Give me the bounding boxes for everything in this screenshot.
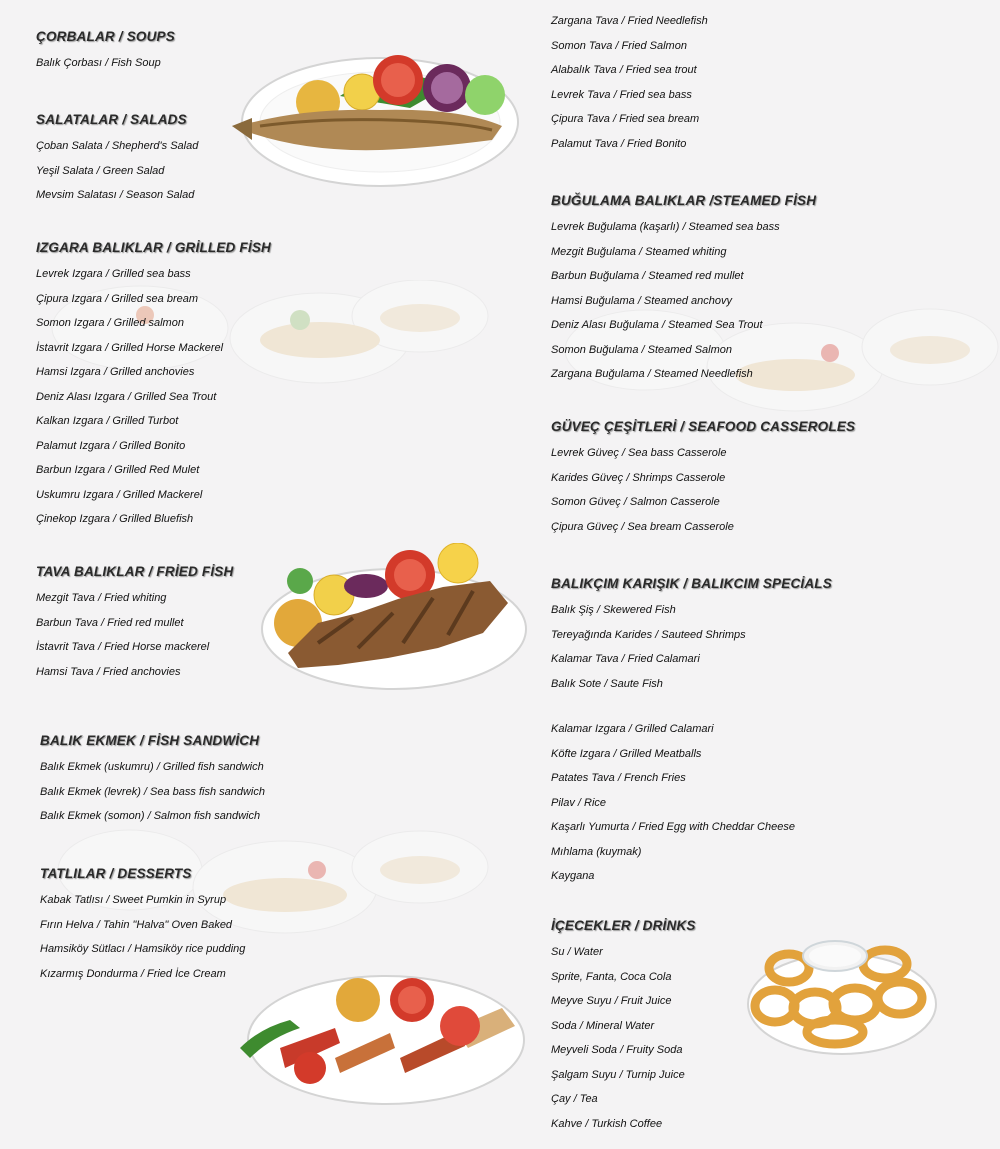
menu-item: Şalgam Suyu / Turnip Juice: [551, 1068, 685, 1081]
desserts-section: [40, 865, 245, 991]
menu-item-list: [40, 893, 245, 991]
menu-item-list: [551, 14, 708, 161]
drinks-section: [551, 917, 696, 1141]
section-title: GÜVEÇ ÇEŞİTLERİ / SEAFOOD CASSEROLES: [551, 419, 856, 434]
menu-item: Hamsi Tava / Fried anchovies: [36, 665, 181, 678]
menu-item: Somon Buğulama / Steamed Salmon: [551, 343, 732, 356]
menu-item: Fırın Helva / Tahin "Halva" Oven Baked: [40, 918, 233, 931]
menu-item: Zargana Tava / Fried Needlefish: [551, 15, 708, 27]
menu-item: İstavrit Izgara / Grilled Horse Mackerel: [36, 341, 224, 354]
salads-section: [36, 111, 198, 213]
menu-item: Kaygana: [551, 870, 595, 882]
menu-item: İstavrit Tava / Fried Horse mackerel: [36, 641, 210, 653]
fried-fish-plate-photo: [258, 543, 530, 693]
menu-item: Barbun Izgara / Grilled Red Mulet: [36, 464, 200, 476]
menu-item-list: [551, 603, 832, 701]
section-title: SALATALAR / SALADS: [36, 112, 187, 127]
menu-item: Balık Ekmek (somon) / Salmon fish sandwich: [40, 810, 261, 822]
menu-item-list: [36, 56, 175, 81]
menu-item: Meyveli Soda / Fruity Soda: [551, 1044, 683, 1056]
grilled-fish-plate-photo: [230, 48, 530, 190]
section-title: IZGARA BALIKLAR / GRİLLED FİSH: [36, 240, 271, 255]
menu-item: Karides Güveç / Shrimps Casserole: [551, 471, 726, 484]
menu-item: Su / Water: [551, 946, 603, 958]
calamari-rings-photo: [745, 936, 940, 1058]
menu-item: Mezgit Tava / Fried whiting: [36, 592, 167, 604]
menu-item: Balık Çorbası / Fish Soup: [36, 57, 161, 69]
menu-item: Deniz Alası Buğulama / Steamed Sea Trout: [551, 319, 763, 331]
extras-section: [551, 722, 795, 894]
fried-fish-section: [36, 563, 233, 689]
menu-item: Barbun Tava / Fried red mullet: [36, 616, 184, 629]
kebab-plate-photo: [240, 968, 532, 1108]
menu-item: Balık Şiş / Skewered Fish: [551, 604, 676, 616]
menu-item: Çay / Tea: [551, 1093, 598, 1105]
menu-item: Somon Güveç / Salmon Casserole: [551, 496, 720, 508]
menu-item-list: [36, 591, 233, 689]
menu-item: Yeşil Salata / Green Salad: [36, 164, 165, 177]
menu-item-list: [551, 446, 855, 544]
menu-item: Köfte Izgara / Grilled Meatballs: [551, 747, 702, 760]
menu-item: Pilav / Rice: [551, 796, 607, 809]
menu-item: Zargana Buğulama / Steamed Needlefish: [551, 368, 753, 380]
soups-section: [36, 28, 175, 81]
menu-item: Mevsim Salatası / Season Salad: [36, 189, 195, 201]
specials-section: [551, 575, 832, 701]
section-title: TAVA BALIKLAR / FRİED FİSH: [36, 564, 234, 579]
menu-item: Deniz Alası Izgara / Grilled Sea Trout: [36, 390, 217, 403]
menu-item: Somon Izgara / Grilled salmon: [36, 317, 184, 329]
section-title: İÇECEKLER / DRİNKS: [551, 918, 696, 933]
menu-item: Levrek Izgara / Grilled sea bass: [36, 268, 191, 280]
menu-item: Balık Ekmek (uskumru) / Grilled fish sandwich: [40, 761, 264, 773]
menu-item: Çinekop Izgara / Grilled Bluefish: [36, 513, 194, 525]
menu-item: Levrek Tava / Fried sea bass: [551, 88, 692, 101]
menu-item: Palamut Tava / Fried Bonito: [551, 137, 687, 150]
menu-item: Balık Ekmek (levrek) / Sea bass fish sandwich: [40, 785, 265, 798]
menu-item: Tereyağında Karides / Sauteed Shrimps: [551, 628, 746, 641]
steamed-fish-section: [551, 192, 816, 392]
menu-item: Mıhlama (kuymak): [551, 845, 642, 858]
menu-item: Alabalık Tava / Fried sea trout: [551, 64, 697, 76]
menu-item: Palamut Izgara / Grilled Bonito: [36, 439, 186, 452]
menu-item: Sprite, Fanta, Coca Cola: [551, 970, 672, 983]
menu-item-list: [36, 139, 198, 213]
grilled-fish-section: [36, 239, 271, 537]
menu-item-list: [551, 945, 696, 1141]
casseroles-section: [551, 418, 855, 544]
menu-item: Kalamar Tava / Fried Calamari: [551, 653, 700, 665]
menu-item: Kahve / Turkish Coffee: [551, 1117, 663, 1130]
menu-item-list: [36, 267, 271, 537]
menu-item: Barbun Buğulama / Steamed red mullet: [551, 270, 744, 282]
menu-item: Çipura Güveç / Sea bream Casserole: [551, 520, 734, 533]
section-title: BALIK EKMEK / FİSH SANDWİCH: [40, 733, 260, 748]
menu-item: Hamsiköy Sütlacı / Hamsiköy rice pudding: [40, 943, 246, 955]
menu-item: Hamsi Buğulama / Steamed anchovy: [551, 294, 732, 307]
menu-item: Kaşarlı Yumurta / Fried Egg with Cheddar Cheese: [551, 821, 795, 833]
fried-fish-continued-section: [551, 14, 708, 161]
menu-item: Kızarmış Dondurma / Fried İce Cream: [40, 967, 226, 980]
menu-item: Çipura Tava / Fried sea bream: [551, 113, 700, 125]
menu-item-list: [551, 722, 795, 894]
menu-item: Kabak Tatlısı / Sweet Pumkin in Syrup: [40, 894, 227, 906]
menu-item: Hamsi Izgara / Grilled anchovies: [36, 366, 195, 378]
menu-item: Balık Sote / Saute Fish: [551, 677, 663, 690]
menu-item: Levrek Güveç / Sea bass Casserole: [551, 447, 727, 459]
menu-item: Levrek Buğulama (kaşarlı) / Steamed sea bass: [551, 221, 780, 233]
menu-item: Patates Tava / French Fries: [551, 772, 686, 784]
menu-item-list: [551, 220, 816, 392]
menu-item: Mezgit Buğulama / Steamed whiting: [551, 245, 727, 258]
menu-item: Kalamar Izgara / Grilled Calamari: [551, 723, 714, 735]
menu-item: Soda / Mineral Water: [551, 1019, 655, 1032]
menu-item: Kalkan Izgara / Grilled Turbot: [36, 415, 179, 427]
menu-item: Somon Tava / Fried Salmon: [551, 39, 687, 52]
menu-item: Meyve Suyu / Fruit Juice: [551, 995, 672, 1007]
menu-item-list: [40, 760, 265, 834]
menu-item: Çoban Salata / Shepherd's Salad: [36, 140, 199, 152]
section-title: ÇORBALAR / SOUPS: [36, 29, 175, 44]
menu-item: Uskumru Izgara / Grilled Mackerel: [36, 488, 203, 501]
section-title: TATLILAR / DESSERTS: [40, 866, 192, 881]
fish-sandwich-section: [40, 732, 265, 834]
menu-item: Çipura Izgara / Grilled sea bream: [36, 292, 199, 305]
section-title: BUĞULAMA BALIKLAR /STEAMED FİSH: [551, 193, 817, 208]
section-title: BALIKÇIM KARIŞIK / BALIKCIM SPECİALS: [551, 576, 832, 591]
